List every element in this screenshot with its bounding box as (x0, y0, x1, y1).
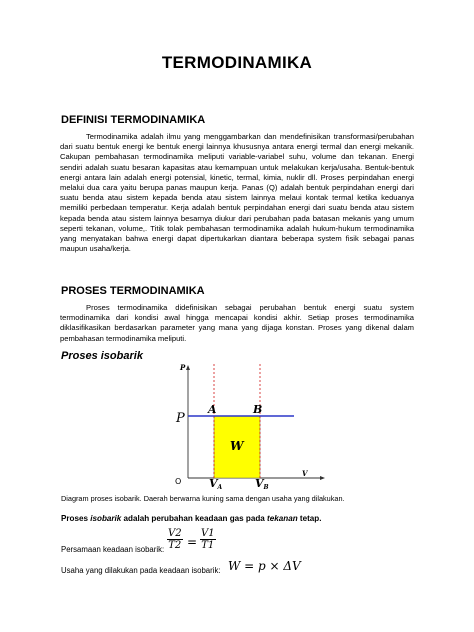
sentence-em-isobarik: isobarik (90, 514, 122, 523)
vb-main: V (255, 477, 264, 490)
paragraph-proses-text: Proses termodinamika didefinisikan sebagai perubahan bentuk energi suatu system termodinamika dari kondisi awal hingga mencapai kondisi akhir. Setiap proses termodinamika diklasifikasikan berdasarkan parameter yang mana yang dijaga konstan. Proses yang dikenal dalam pembahasan termodinamika meliputi. (60, 303, 414, 343)
origin-label: O (175, 477, 182, 486)
fraction-v1: V1 (201, 528, 215, 539)
sentence-em-tekanan: tekanan (267, 514, 298, 523)
section-heading-definisi: DEFINISI TERMODINAMIKA (61, 114, 206, 126)
page-title: TERMODINAMIKA (161, 53, 313, 72)
y-axis-arrow (186, 365, 190, 370)
x-axis-label: V (302, 469, 308, 478)
paragraph-definisi-text: Termodinamika adalah ilmu yang menggambarkan dan mendefinisikan transformasi/perubahan dari suatu bentuk energi ke bentuk energi lainnya khususnya antara energi termal dan energi mekanik. Cakupan pembahasan termodinamika meliputi variable-variabel suhu, volume dan tekanan. Energi sendiri adalah suatu besaran kapasitas atau kemampuan untuk melakukan kerja/usaha. Bentuk-bentuk energi antara lain adalah energi potensial, kinetic, termal, kimia, nuklir dll. Proses perpindahan energi melalui dua cara yaitu berupa panas maupun kerja. Panas (Q) adalah bentuk perpindahan energi dari suatu benda atau sistem kepada benda atau sistem lainnya melaui kontak termal ketika keduanya memiliki perbedaan temperatur. Kerja adalah bentuk perpindahan energi dari suatu benda atau sistem kepada benda atau sistem lainnya besarnya diukur dari perubahan pada batasan mekanis yang umum seperti tekanan, volume,. Titik tolak pembahasan termodinamika adalah hukum-hukum termodinamika yang menyatakan bahwa energi dapat dipertukarkan diantara beberapa system fisik sebagai panas maupun usaha/kerja. (60, 132, 414, 254)
fraction-v2: V2 (168, 528, 182, 539)
sentence-post: tetap. (297, 514, 322, 523)
diagram-label: Proses isobarik (61, 350, 143, 362)
paragraph-definisi (60, 132, 414, 254)
va-label (209, 477, 223, 491)
point-a-label: A (208, 403, 217, 416)
x-axis-arrow (320, 476, 325, 480)
vb-sub: B (263, 484, 269, 491)
point-b-label: B (253, 403, 263, 416)
va-main: V (209, 477, 218, 490)
isobaric-definition (61, 514, 321, 523)
y-axis-label: P (180, 363, 186, 372)
section-heading-proses: PROSES TERMODINAMIKA (61, 285, 205, 297)
paragraph-proses (60, 303, 414, 344)
vb-label (255, 477, 269, 491)
sentence-pre: Proses (61, 514, 91, 523)
fraction-v2-t2 (167, 528, 183, 551)
equals-sign: = (187, 535, 198, 549)
fraction-t1: T1 (201, 540, 215, 551)
fraction-t2: T2 (168, 540, 182, 551)
work-label: W (230, 439, 244, 453)
va-sub: A (217, 484, 223, 491)
pressure-label: P (176, 411, 185, 426)
equation2-label: Usaha yang dilakukan pada keadaan isobarik: (61, 566, 221, 575)
sentence-mid: adalah perubahan keadaan gas pada (121, 514, 268, 523)
fraction-v1-t1 (200, 528, 216, 551)
diagram-caption: Diagram proses isobarik. Daerah berwarna kuning sama dengan usaha yang dilakukan. (61, 494, 345, 503)
work-formula: W = p × ΔV (228, 559, 301, 573)
equation1-label: Persamaan keadaan isobarik: (61, 545, 165, 554)
isobaric-diagram (172, 362, 330, 492)
